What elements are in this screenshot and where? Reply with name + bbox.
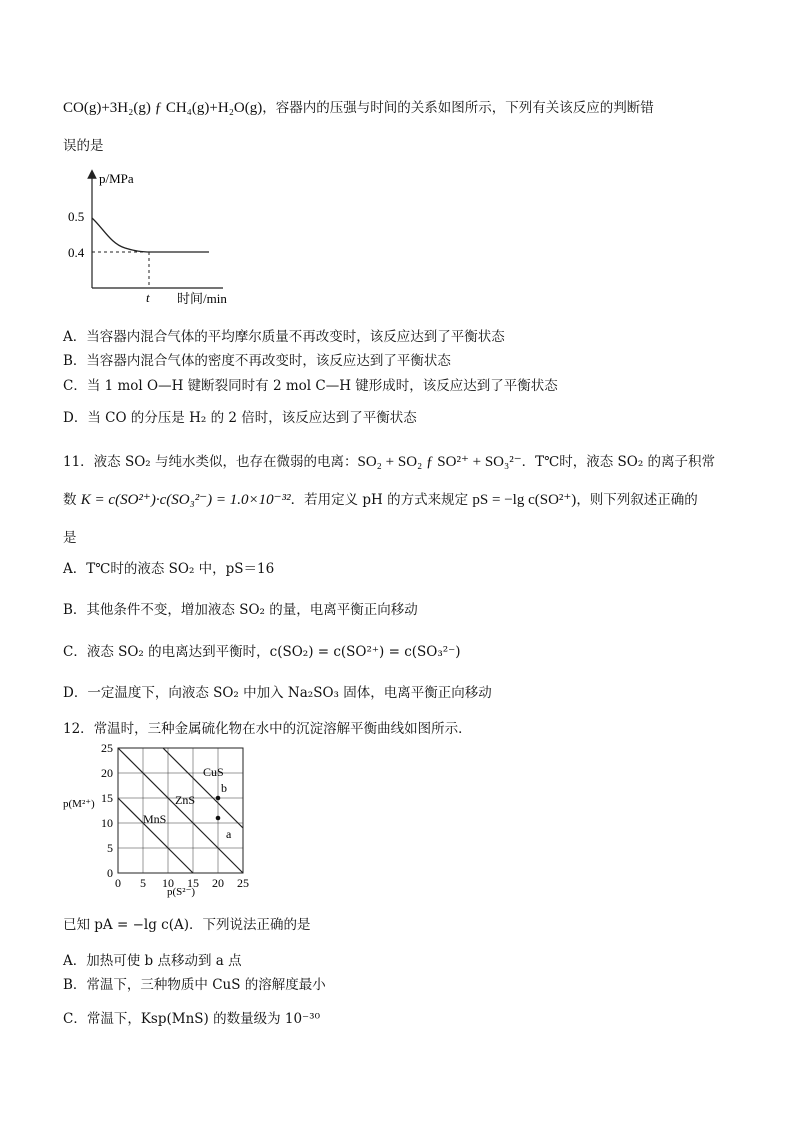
x-tick-label: 10 <box>162 876 174 890</box>
q11-kw-eq: K = c(SO²⁺)·c(SO₃²⁻) = 1.0×10⁻³² <box>80 492 291 508</box>
q12-stem: 12．常温时，三种金属硫化物在水中的沉淀溶解平衡曲线如图所示． <box>63 721 472 737</box>
x-tick-label: 5 <box>140 876 146 890</box>
q11-text-e: ，则下列叙述正确的 <box>576 492 698 508</box>
point-a <box>216 816 221 821</box>
q11-text-c: 数 <box>63 492 81 508</box>
q10-stem-line2: 误的是 <box>63 138 104 154</box>
y-tick-label: 20 <box>101 766 113 780</box>
q12-xlabel: p(S²⁻) <box>167 886 196 898</box>
q10-option-a: A．当容器内混合气体的平均摩尔质量不再改变时，该反应达到了平衡状态 <box>63 329 505 345</box>
y-tick-label: 0 <box>107 866 113 880</box>
q10-xlabel: 时间/min <box>177 291 227 306</box>
y-tick-label: 25 <box>101 741 113 755</box>
q10-option-c: C．当 1 mol O—H 键断裂同时有 2 mol C—H 键形成时，该反应达到了平衡状态 <box>63 378 558 394</box>
x-tick-label: 20 <box>212 876 224 890</box>
q12-option-c: C．常温下，Ksp(MnS) 的数量级为 10⁻³⁰ <box>63 1011 320 1027</box>
q11-ps-def: pS = −lg c(SO²⁺) <box>472 492 577 508</box>
curve-mns <box>118 798 193 873</box>
q12-option-b: B．常温下，三种物质中 CuS 的溶解度最小 <box>63 977 326 993</box>
q12-label-b: b <box>221 781 227 795</box>
q10-xtick-t: t <box>146 290 150 305</box>
q10-ytick-04: 0.4 <box>68 245 85 260</box>
y-tick-label: 15 <box>101 791 113 805</box>
q11-option-b: B．其他条件不变，增加液态 SO₂ 的量，电离平衡正向移动 <box>63 602 418 618</box>
q10-pressure-curve <box>92 218 209 252</box>
point-b <box>216 796 221 801</box>
q11-stem-line1 <box>63 450 715 471</box>
q12-known: 已知 pA = −lg c(A)．下列说法正确的是 <box>63 917 311 933</box>
q11-stem-line2 <box>63 488 698 509</box>
curve-cus <box>163 748 243 828</box>
q10-pressure-graph <box>63 166 263 308</box>
curve-zns <box>118 748 243 873</box>
q10-stem-line1 <box>63 96 654 117</box>
q11-text-a: 11．液态 SO₂ 与纯水类似，也存在微弱的电离： <box>63 454 358 470</box>
y-tick-label: 10 <box>101 816 113 830</box>
q12-label-zns: ZnS <box>175 793 196 807</box>
q11-option-d: D．一定温度下，向液态 SO₂ 中加入 Na₂SO₃ 固体，电离平衡正向移动 <box>63 685 492 701</box>
q11-text-d: ．若用定义 pH 的方式来规定 <box>290 492 473 508</box>
q10-option-d: D．当 CO 的分压是 H₂ 的 2 倍时，该反应达到了平衡状态 <box>63 410 417 426</box>
q10-ylabel: p/MPa <box>99 171 134 186</box>
x-tick-label: 15 <box>187 876 199 890</box>
q12-label-a: a <box>226 827 232 841</box>
q12-ylabel: p(M²⁺) <box>63 798 95 810</box>
q11-stem-line3: 是 <box>63 530 77 546</box>
q10-equation: CO(g)+3H₂(g) ƒ CH₄(g)+H₂O(g) <box>63 100 263 116</box>
x-tick-label: 0 <box>115 876 121 890</box>
q12-label-mns: MnS <box>143 812 167 826</box>
q12-option-a: A．加热可使 b 点移动到 a 点 <box>63 953 242 969</box>
q11-option-c: C．液态 SO₂ 的电离达到平衡时，c(SO₂) = c(SO²⁺) = c(SO₃²⁻) <box>63 644 461 660</box>
q12-label-cus: CuS <box>203 765 224 779</box>
q10-ytick-05: 0.5 <box>68 209 85 224</box>
q10-option-b: B．当容器内混合气体的密度不再改变时，该反应达到了平衡状态 <box>63 353 451 369</box>
q11-option-a: A．T℃时的液态 SO₂ 中，pS＝16 <box>63 561 275 577</box>
y-tick-label: 5 <box>107 841 113 855</box>
q11-text-b: ．T℃时，液态 SO₂ 的离子积常 <box>521 454 716 470</box>
q12-solubility-graph <box>63 738 263 900</box>
q10-stem-tail: ，容器内的压强与时间的关系如图所示，下列有关该反应的判断错 <box>262 100 654 116</box>
q11-ionization-eq: SO₂ + SO₂ ƒ SO²⁺ + SO₃²⁻ <box>357 454 522 470</box>
x-tick-label: 25 <box>237 876 249 890</box>
